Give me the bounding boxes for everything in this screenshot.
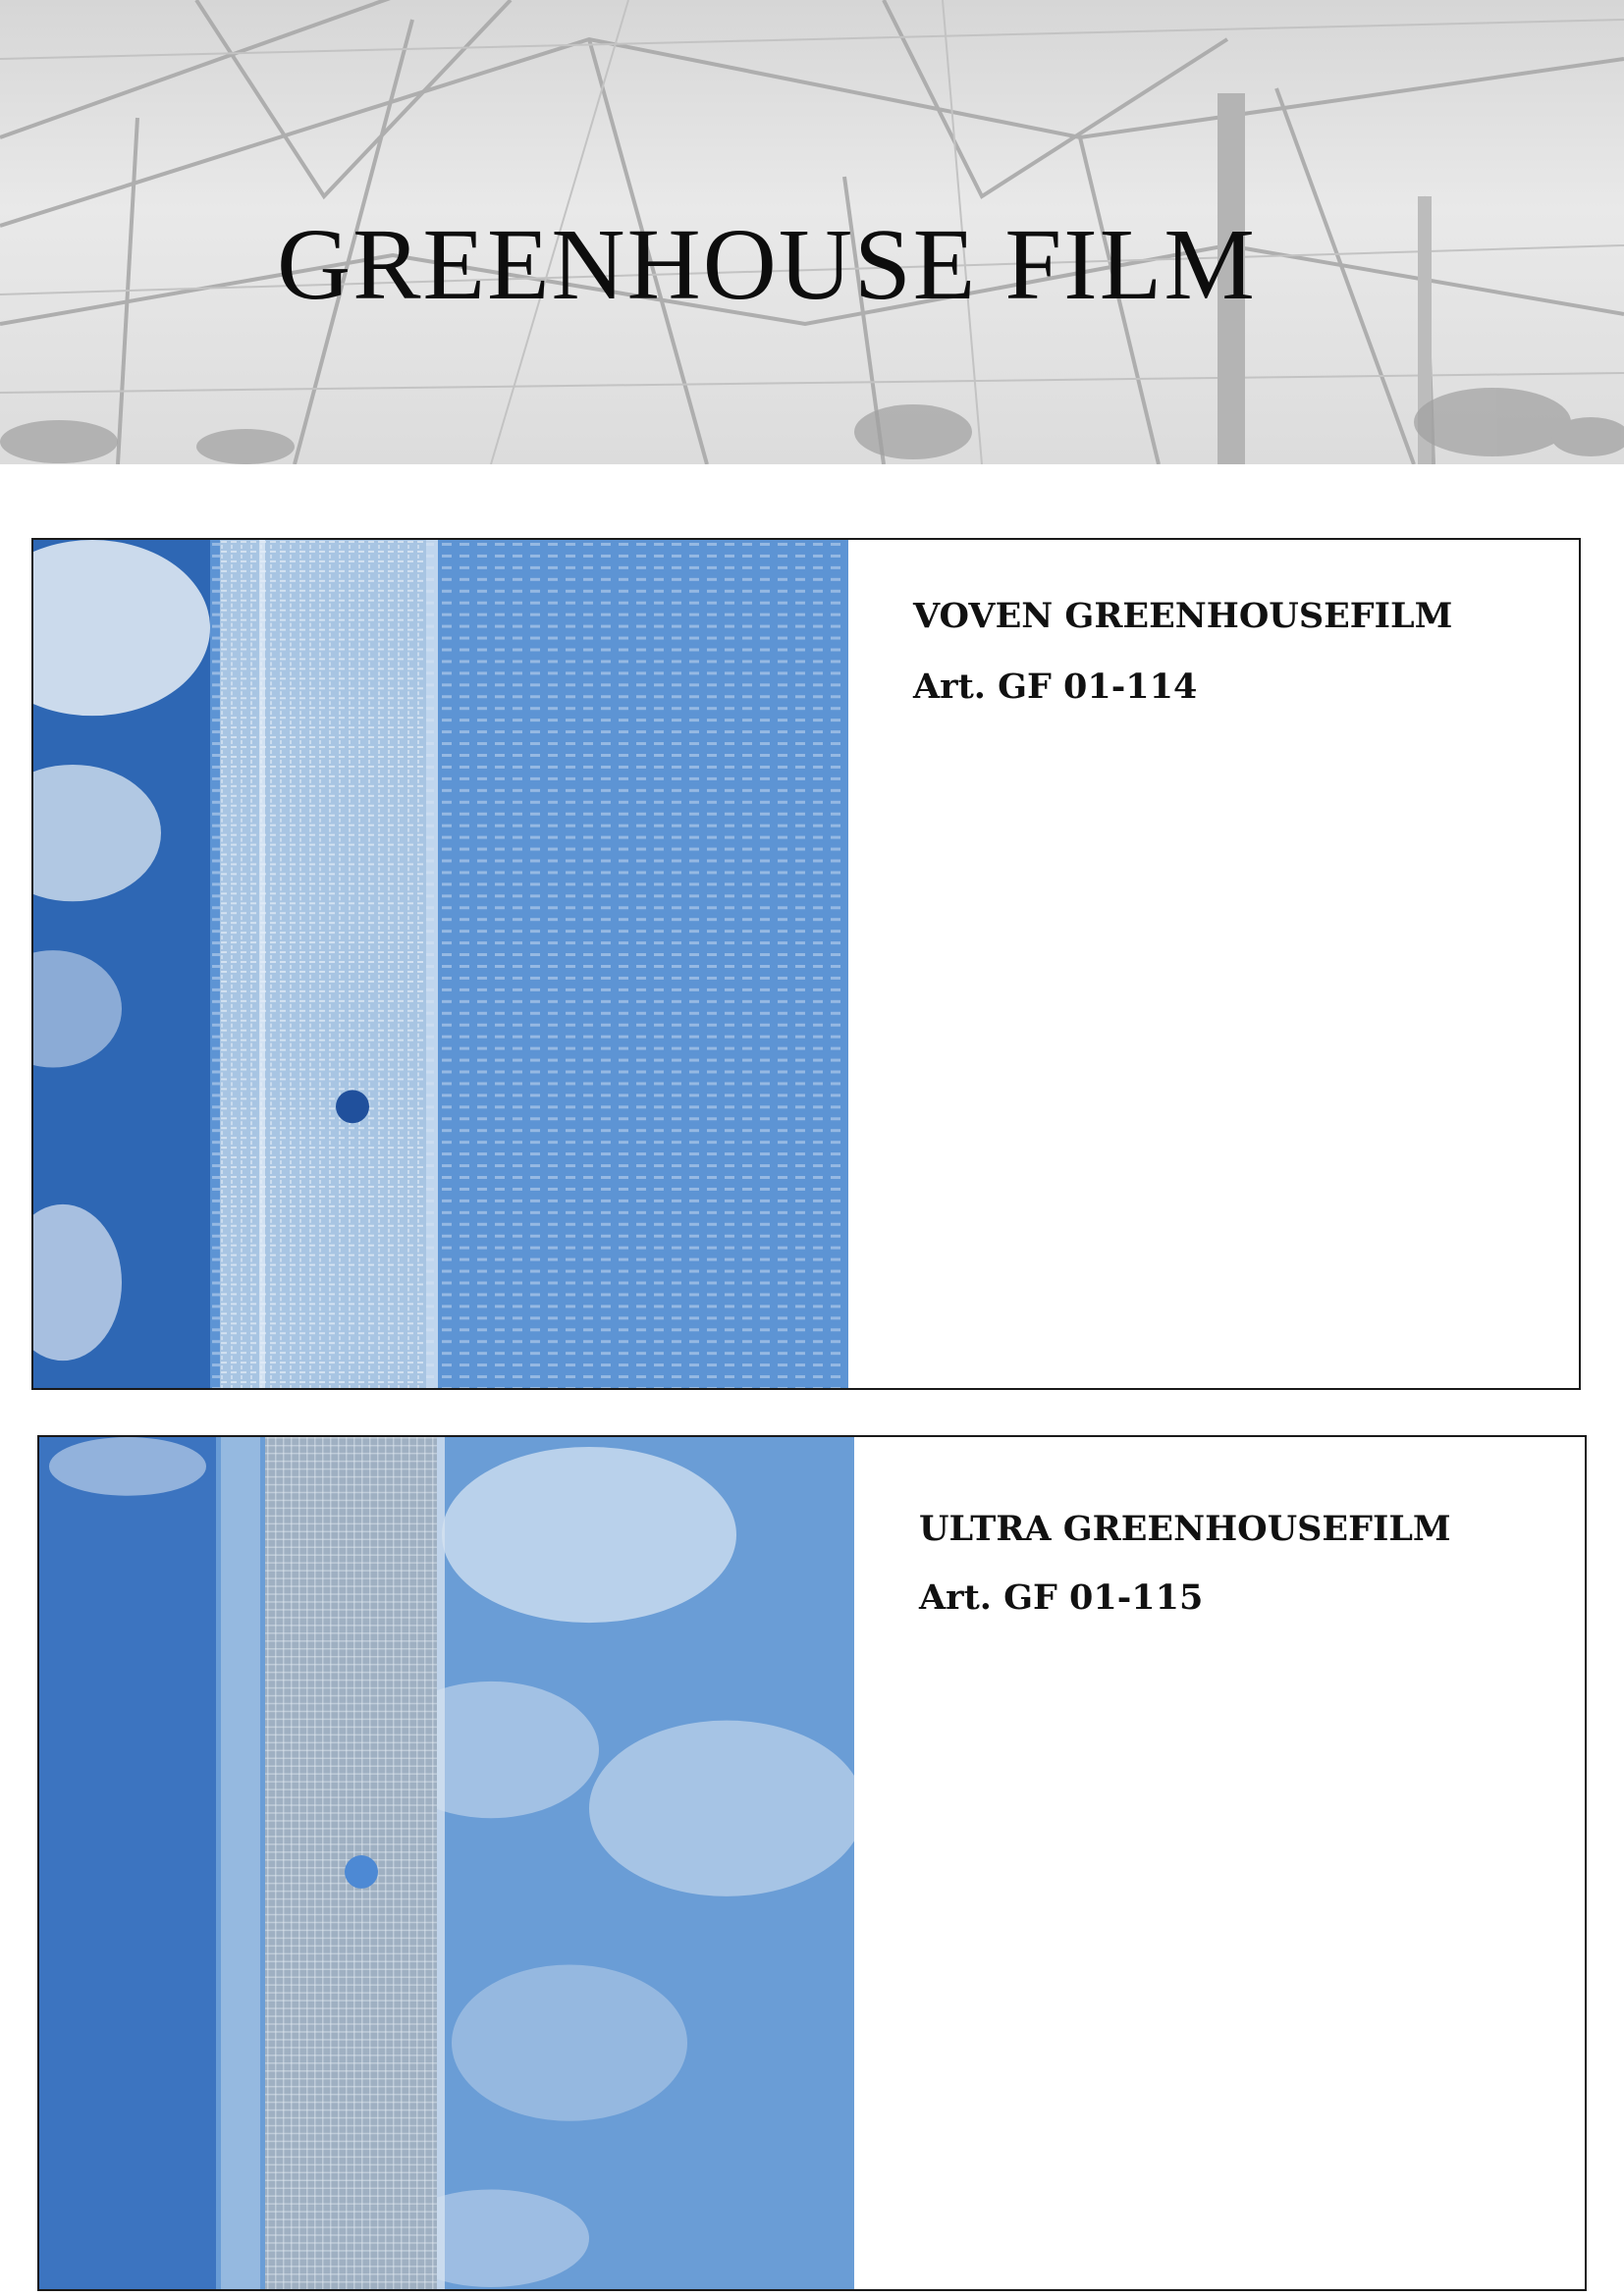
product-name: ULTRA GREENHOUSEFILM xyxy=(919,1509,1451,1549)
product-card-ultra xyxy=(37,1435,1587,2291)
header-banner xyxy=(0,0,1624,464)
product-photo xyxy=(39,1437,854,2289)
ultra-film-photo xyxy=(39,1437,854,2289)
article-number: Art. GF 01-114 xyxy=(913,667,1198,707)
product-name: VOVEN GREENHOUSEFILM xyxy=(913,596,1453,636)
article-number: Art. GF 01-115 xyxy=(919,1577,1204,1618)
product-card-voven xyxy=(31,538,1581,1390)
woven-film-photo xyxy=(33,540,848,1388)
page-title: GREENHOUSE FILM xyxy=(277,208,1257,321)
product-photo xyxy=(33,540,848,1388)
